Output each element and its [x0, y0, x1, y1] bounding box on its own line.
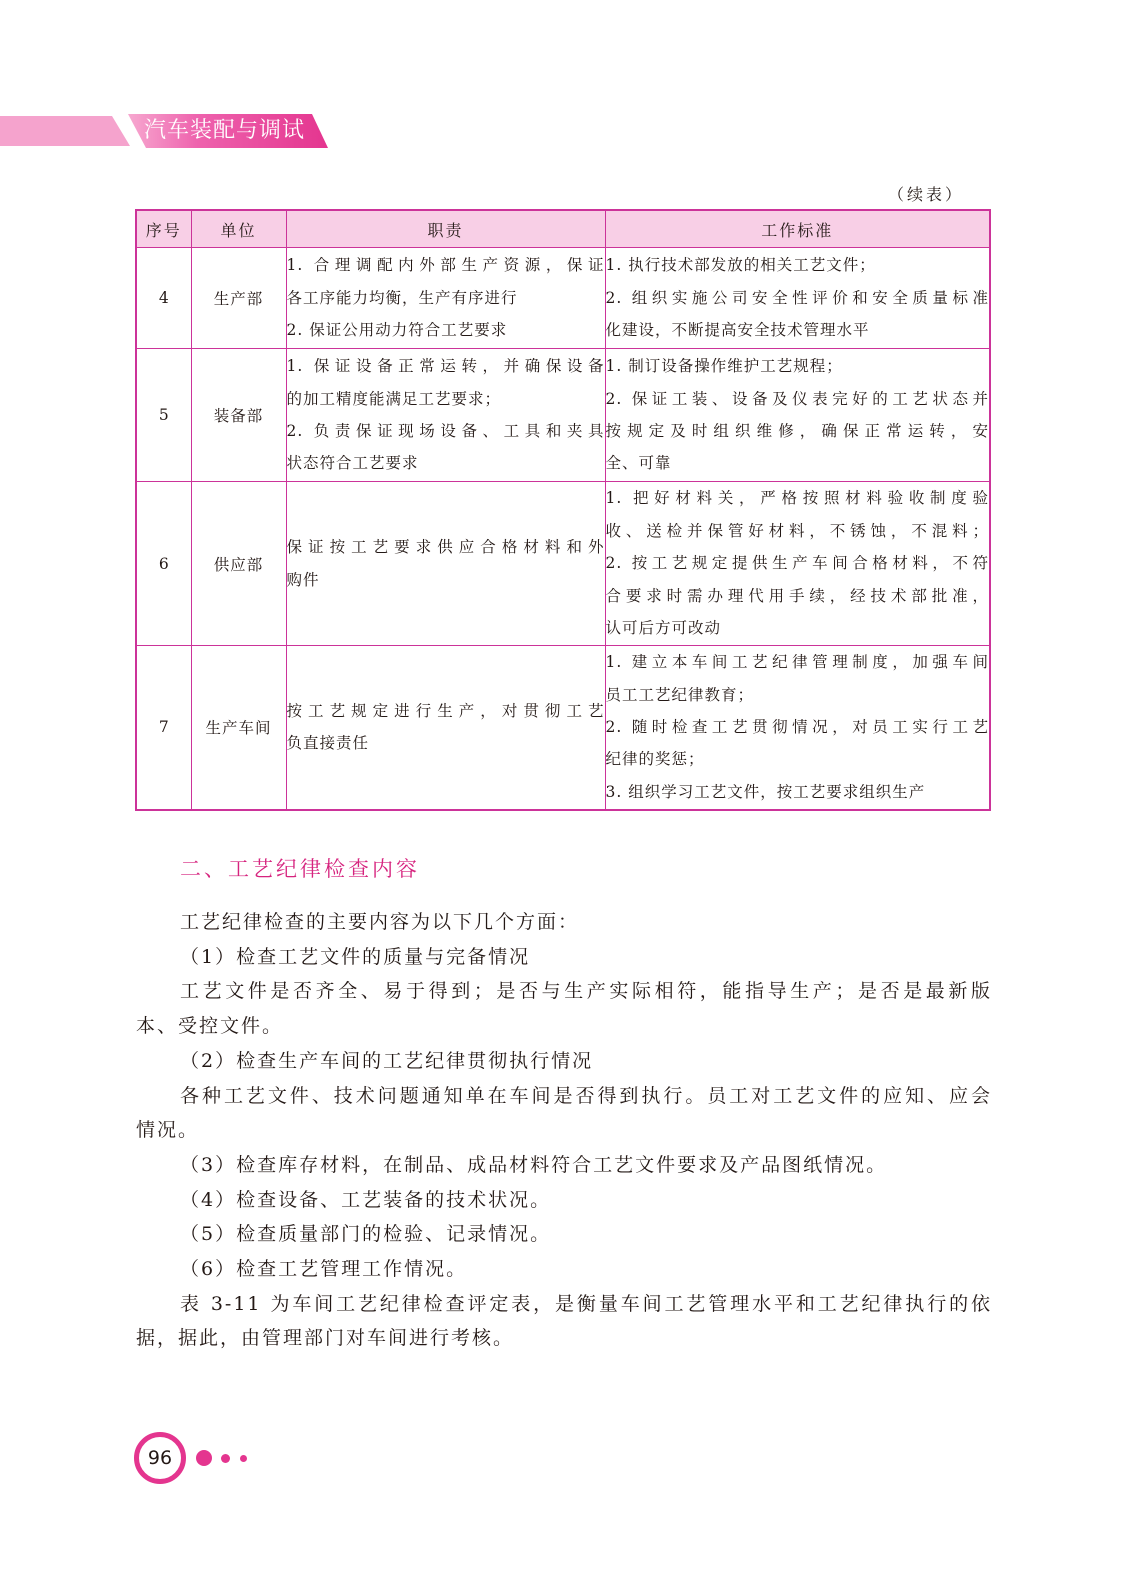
paragraph-line: 各种工艺文件、技术问题通知单在车间是否得到执行。员工对工艺文件的应知、应会 [180, 1084, 992, 1107]
standard-line: 合要求时需办理代用手续，经技术部批准， [605, 586, 989, 605]
paragraph-line: 表 3-11 为车间工艺纪律检查评定表，是衡量车间工艺管理水平和工艺纪律执行的依 [180, 1292, 992, 1315]
standard-line: 2. 组织实施公司安全性评价和安全质量标准 [605, 288, 989, 307]
section-body [136, 905, 992, 1356]
standard-line: 化建设，不断提高安全技术管理水平 [605, 321, 870, 340]
duty-line: 按工艺规定进行生产，对贯彻工艺 [286, 701, 605, 720]
row-unit: 供应部 [191, 482, 286, 646]
page-number: 96 [147, 1447, 173, 1469]
duty-line: 2. 负责保证现场设备、工具和夹具 [286, 422, 605, 440]
header-no: 序号 [136, 210, 191, 248]
duty-line: 状态符合工艺要求 [286, 454, 419, 473]
decor-dot-large [196, 1450, 212, 1466]
item-heading: （6）检查工艺管理工作情况。 [180, 1258, 468, 1281]
duty-line: 保证按工艺要求供应合格材料和外 [286, 538, 605, 557]
standard-line: 收、送检并保管好材料，不锈蚀，不混料； [605, 521, 989, 540]
table-row [136, 646, 990, 810]
table-header-row [136, 210, 990, 248]
standard-line: 1. 执行技术部发放的相关工艺文件； [605, 256, 876, 275]
standard-line: 2. 按工艺规定提供生产车间合格材料，不符 [605, 554, 989, 573]
header-duty: 职责 [286, 210, 605, 248]
continued-table-label: （续表） [888, 185, 965, 204]
standard-line: 纪律的奖惩； [605, 750, 705, 769]
paragraph-line: 据，据此，由管理部门对车间进行考核。 [136, 1327, 515, 1350]
standard-line: 1. 制订设备操作维护工艺规程； [605, 357, 843, 376]
row-no: 5 [136, 349, 191, 482]
paragraph-line: 本、受控文件。 [136, 1015, 284, 1038]
standard-line: 认可后方可改动 [605, 619, 722, 638]
standard-line: 员工工艺纪律教育； [605, 685, 755, 704]
standard-line: 1. 建立本车间工艺纪律管理制度，加强车间 [605, 653, 989, 672]
item-heading: （2）检查生产车间的工艺纪律贯彻执行情况 [180, 1049, 594, 1072]
duty-line: 负直接责任 [286, 734, 370, 753]
item-heading: （4）检查设备、工艺装备的技术状况。 [180, 1188, 552, 1211]
row-standard [605, 248, 990, 349]
decor-dot-small [240, 1455, 247, 1462]
row-unit: 生产部 [191, 248, 286, 349]
decor-dot-medium [221, 1454, 230, 1463]
row-no: 6 [136, 482, 191, 646]
running-header-title: 汽车装配与调试 [144, 118, 306, 143]
duty-line: 购件 [286, 570, 320, 589]
paragraph-line: 情况。 [136, 1119, 200, 1142]
row-duty [286, 482, 605, 646]
duty-line: 1. 合理调配内外部生产资源，保证 [286, 256, 605, 275]
paragraph-line: 工艺文件是否齐全、易于得到；是否与生产实际相符，能指导生产；是否是最新版 [180, 980, 992, 1003]
page-number-badge [134, 1432, 254, 1484]
standard-line: 1. 把好材料关，严格按照材料验收制度验 [605, 489, 989, 508]
item-heading: （1）检查工艺文件的质量与完备情况 [180, 945, 531, 968]
duty-line: 2. 保证公用动力符合工艺要求 [286, 321, 508, 340]
row-standard [605, 646, 990, 810]
row-unit: 装备部 [191, 349, 286, 482]
paragraph-intro: 工艺纪律检查的主要内容为以下几个方面： [180, 911, 580, 933]
table-row [136, 482, 990, 646]
row-no: 4 [136, 248, 191, 349]
standard-line: 3. 组织学习工艺文件，按工艺要求组织生产 [605, 782, 926, 801]
row-duty [286, 248, 605, 349]
row-no: 7 [136, 646, 191, 810]
standard-line: 2. 保证工装、设备及仪表完好的工艺状态并 [605, 389, 989, 408]
standard-line: 全、可靠 [605, 454, 672, 473]
duty-line: 各工序能力均衡，生产有序进行 [286, 288, 518, 307]
row-unit: 生产车间 [191, 646, 286, 810]
row-standard [605, 482, 990, 646]
row-duty [286, 646, 605, 810]
table-row [136, 349, 990, 482]
standard-line: 2. 随时检查工艺贯彻情况，对员工实行工艺 [605, 718, 989, 737]
row-duty [286, 349, 605, 482]
item-heading: （3）检查库存材料，在制品、成品材料符合工艺文件要求及产品图纸情况。 [180, 1153, 888, 1176]
standard-line: 按规定及时组织维修，确保正常运转，安 [605, 422, 989, 440]
duty-line: 的加工精度能满足工艺要求； [286, 389, 502, 408]
table-row [136, 248, 990, 349]
row-standard [605, 349, 990, 482]
responsibility-table [135, 209, 991, 811]
duty-line: 1. 保证设备正常运转，并确保设备 [286, 357, 605, 376]
header-standard: 工作标准 [605, 210, 990, 248]
section-title: 二、工艺纪律检查内容 [180, 857, 420, 881]
header-unit: 单位 [191, 210, 286, 248]
item-heading: （5）检查质量部门的检验、记录情况。 [180, 1223, 552, 1246]
